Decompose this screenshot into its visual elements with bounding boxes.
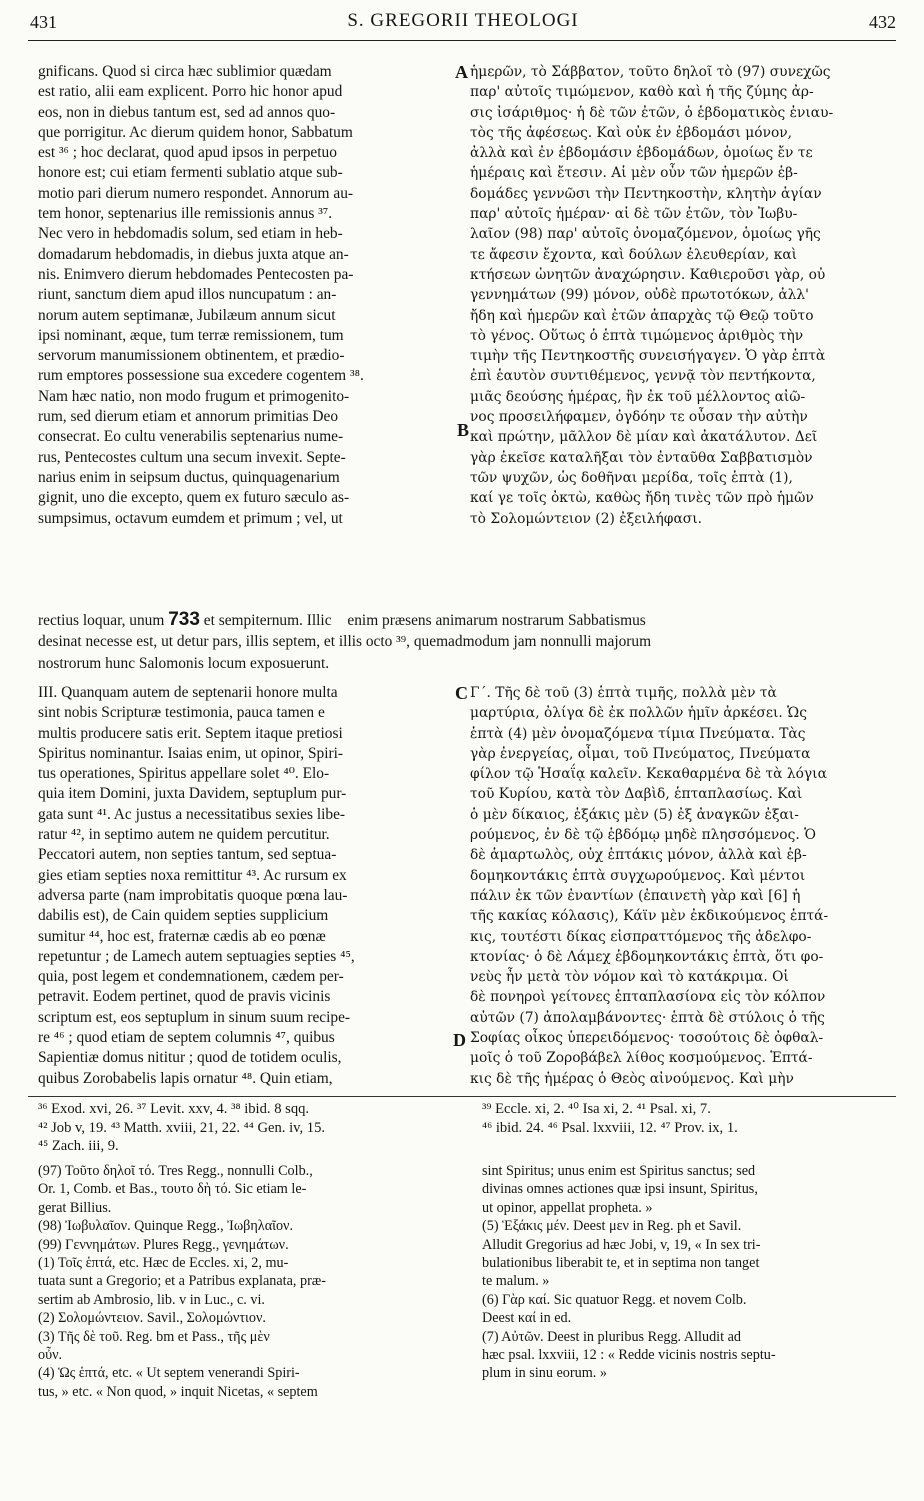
text-line: ut opinor, appellat propheta. » xyxy=(482,1199,653,1216)
text-line: ³⁶ Exod. xvi, 26. ³⁷ Levit. xxv, 4. ³⁸ ibid. 8 sqq. xyxy=(38,1101,310,1117)
latin-column-2 xyxy=(38,683,456,1089)
text-line: ἡμερῶν, τὸ Σάββατον, τοῦτο δηλοῖ τὸ (97) συνεχῶς xyxy=(470,64,831,80)
text-line: τιμὴν τῆς Πεντηκοστῆς συνεισήγαγεν. Ὁ γὰρ ἑπτὰ xyxy=(470,348,826,365)
text-line: divinas omnes actiones quæ ipsi insunt, Spiritus, xyxy=(482,1181,758,1198)
page-header xyxy=(30,4,896,40)
margin-letter-a: A xyxy=(455,62,468,82)
text-line: ἐπὶ ἑαυτὸν συντιθέμενος, γεννᾷ τὸν πεντήκοντα, xyxy=(470,368,816,385)
text-line: καί γε τοῖς ὀκτὼ, καθὼς ἤδη τινὲς τῶν πρὸ ἡμῶν xyxy=(470,490,814,507)
text-line: ρούμενος, ἐν δὲ τῷ ἑβδόμῳ μηδὲ πλησσόμενος. Ὁ xyxy=(470,827,816,844)
column-number: 733 xyxy=(168,610,200,630)
text-line: (3) Τῆς δὲ τοῦ. Reg. bm et Pass., τῆς μὲν xyxy=(38,1328,270,1345)
latin-line: et sempiternum. Illic xyxy=(203,612,332,629)
text-line: riunt, sanctum diem apud illos nuncupatum : an- xyxy=(38,286,337,304)
text-line: sint Spiritus; unus enim est Spiritus sanctus; sed xyxy=(482,1163,756,1179)
text-line: ἤδη καὶ ἡμερῶν καὶ ἐτῶν ἀπαρχὰς τῷ Θεῷ τοῦτο xyxy=(470,307,814,324)
text-line: ³⁹ Eccle. xi, 2. ⁴⁰ Isa xi, 2. ⁴¹ Psal. xi, 7. xyxy=(482,1101,711,1117)
text-line: (99) Γεννημάτων. Plures Regg., γενημάτων. xyxy=(38,1236,289,1253)
text-line: (5) Ἑξάκις μέν. Deest μεν in Reg. ph et Savil. xyxy=(482,1218,742,1235)
text-line: (4) Ὡς ἑπτά, etc. « Ut septem venerandi Spiri- xyxy=(38,1365,300,1382)
text-line: παρ' αὐτοῖς ἡμέραν· αἱ δὲ τῶν ἐτῶν, τὸν Ἰωβυ- xyxy=(470,206,798,223)
text-line: κις δὲ τῆς ἡμέρας ὁ Θεὸς αἰνούμενος. Καὶ μὴν xyxy=(470,1070,794,1087)
text-line: te malum. » xyxy=(482,1273,550,1290)
text-line: gignit, uno die excepto, quem ex futuro sæculo as- xyxy=(38,489,350,507)
text-line: τὸ γένος. Οὕτως ὁ ἑπτὰ τιμώμενος ἀριθμὸς τὴν xyxy=(470,327,804,344)
text-line: (6) Γὰρ καί. Sic quatuor Regg. et novem Colb. xyxy=(482,1291,747,1308)
margin-letter-d: D xyxy=(453,1030,466,1050)
text-line: ἀλλὰ καὶ ἐν ἑβδομάσιν ἑβδομάδων, ὁμοίως ἔν τε xyxy=(470,145,813,162)
text-line: αὐτῶν (7) ἀπολαμβάνοντες· ἑπτὰ δὲ στύλοις ὁ τῆς xyxy=(470,1009,825,1026)
text-line: ipsi nominant, æque, tum terræ remissionem, tum xyxy=(38,326,344,344)
full-width-line-1 xyxy=(38,610,904,630)
text-line: τὸς τῆς ἀφέσεως. Καὶ οὐκ ἐν ἑβδομάσι μόνον, xyxy=(470,124,793,141)
text-line: τῶν ψυχῶν, ὡς δοθῆναι μερίδα, τοῖς ἑπτὰ (1), xyxy=(470,469,793,486)
text-line: τὸ Σολομώντειον (2) ἐξειλήφασι. xyxy=(470,510,703,527)
text-line: scriptum est, eos septuplum in sinum suum recipe- xyxy=(38,1008,351,1026)
notes-right xyxy=(482,1162,902,1383)
text-line: νεὺς ἦν μετὰ τὸν νόμον καὶ τὸ κατάκριμα. Οἱ xyxy=(470,969,789,986)
text-line: τῆς κακίας κόλασις), Κάϊν μὲν ἐκδικούμενος ἑπτά- xyxy=(470,908,829,925)
text-line: est ³⁶ ; hoc declarat, quod apud ipsos in perpetuo xyxy=(38,144,337,162)
text-line: μαρτύρια, ὀλίγα δὲ ἐκ πολλῶν ἡμῖν ἀρκέσει. Ὡς xyxy=(470,705,807,722)
text-line: δομηκοντάκις ἑπτὰ συγχωρούμενος. Καὶ μέντοι xyxy=(470,867,806,884)
text-line: Nec vero in hebdomadis solum, sed etiam in heb- xyxy=(38,225,343,243)
text-line: motio pari dierum numero respondet. Annorum au- xyxy=(38,184,354,202)
text-line: est ratio, alii eam explicent. Porro hic honor apud xyxy=(38,83,343,101)
references-left xyxy=(38,1100,468,1156)
text-line: ὁ μὲν δίκαιος, ἑξάκις μὲν (5) ἐξ ἀναγκῶν ἐξαι- xyxy=(470,806,799,823)
text-line: narius enim in seipsum ductus, quinquagenarium xyxy=(38,468,340,486)
page-number-right: 432 xyxy=(869,12,896,32)
text-line: (7) Αὐτῶν. Deest in pluribus Regg. Alludit ad xyxy=(482,1328,742,1345)
full-width-line-3: nostrorum hunc Salomonis locum exposuerunt. xyxy=(38,655,330,672)
footnote-rule xyxy=(28,1096,896,1097)
text-line: ἡμέραις καὶ ἔτεσιν. Αἱ μὲν οὖν τῶν ἡμερῶν ἑβ- xyxy=(470,165,798,182)
text-line: (2) Σολομώντειον. Savil., Σολομώντιον. xyxy=(38,1310,266,1327)
margin-letter-c: C xyxy=(455,683,468,703)
text-line: eos, non in diebus tantum est, sed ad annos quo- xyxy=(38,103,336,121)
text-line: honore est; cui etiam fermenti sublatio atque sub- xyxy=(38,164,343,182)
text-line: Nam hæc natio, non modo frugum et primogenito- xyxy=(38,387,350,405)
text-line: III. Quanquam autem de septenarii honore multa xyxy=(38,684,338,701)
text-line: tem honor, septenarius ille remissionis annus ³⁷. xyxy=(38,205,333,223)
text-line: οὖν. xyxy=(38,1346,63,1363)
text-line: σις ἰσάριθμος· ἡ δὲ τῶν ἐτῶν, ὁ ἑβδοματικὸς ἐνιαυ- xyxy=(470,104,834,121)
text-line: (1) Τοῖς ἑπτά, etc. Hæc de Eccles. xi, 2, mu- xyxy=(38,1254,289,1271)
text-line: Alludit Gregorius ad hæc Jobi, v, 19, « In sex tri- xyxy=(482,1236,761,1253)
text-line: λαῖον (98) παρ' αὐτοῖς ὀνομαζόμενον, ὁμοίως γῆς xyxy=(470,226,821,243)
text-line: Spiritus nominantur. Isaias enim, ut opinor, Spiri- xyxy=(38,744,344,762)
text-line: nis. Enimvero dierum hebdomades Pentecosten pa- xyxy=(38,265,354,283)
text-line: μοῖς ὁ τοῦ Ζοροβάβελ λίθος κοσμούμενος. Ἑπτά- xyxy=(470,1050,813,1067)
text-line: sumpsimus, octavum eumdem et primum ; vel, ut xyxy=(38,509,343,527)
text-line: κτήσεων ὠνητῶν ἀναχώρησιν. Καθιεροῦσι γὰρ, οὐ xyxy=(470,266,826,283)
notes-left xyxy=(38,1162,468,1401)
text-line: ἑπτὰ (4) μὲν ὀνομαζόμενα τίμια Πνεύματα. Τὰς xyxy=(470,725,806,742)
text-line: ⁴⁵ Zach. iii, 9. xyxy=(38,1138,119,1155)
text-line: sint nobis Scripturæ testimonia, pauca tamen e xyxy=(38,704,325,722)
text-line: quibus Zorobabelis lapis ornatur ⁴⁸. Quin etiam, xyxy=(38,1069,333,1087)
text-line: γεννημάτων (99) μόνον, οὐδὲ πρωτοτόκων, ἀλλ' xyxy=(470,287,809,304)
text-line: rum emptores possessione sua excedere cogentem ³⁸. xyxy=(38,367,364,385)
margin-letter-b: B xyxy=(457,420,470,440)
text-line: παρ' αὐτοῖς τιμώμενον, καθὸ καὶ ἡ τῆς ζύμης ἀρ- xyxy=(470,84,814,101)
text-line: Deest καί in ed. xyxy=(482,1310,572,1327)
latin-column-1 xyxy=(38,62,456,529)
text-line: tus, » etc. « Non quod, » inquit Nicetas, « septem xyxy=(38,1383,318,1400)
greek-column-1 xyxy=(470,62,908,529)
text-line: Or. 1, Comb. et Bas., τουτο δὴ τό. Sic etiam le- xyxy=(38,1181,307,1198)
text-line: tus operationes, Spiritus appellare solet ⁴⁰. Elo- xyxy=(38,765,330,783)
text-line: multis producere satis erit. Septem itaque pretiosi xyxy=(38,724,343,742)
greek-column-2 xyxy=(470,683,908,1089)
text-line: Γ΄. Τῆς δὲ τοῦ (3) ἑπτὰ τιμῆς, πολλὰ μὲν τὰ xyxy=(470,685,777,701)
text-line: plum in sinu eorum. » xyxy=(482,1365,607,1382)
text-line: petravit. Eodem pertinet, quod de pravis vicinis xyxy=(38,988,331,1006)
text-line: ratur ⁴², in septimo autem ne quidem percutitur. xyxy=(38,826,330,844)
text-line: consecrat. Eo cultu venerabilis septenarius nume- xyxy=(38,428,344,446)
text-line: τε ἄφεσιν ἔχοντα, καὶ δούλων ἐλευθερίαν, καὶ xyxy=(470,246,798,263)
text-line: νος προσειλήφαμεν, ὀγδόην τε οὖσαν τὴν αὐτὴν xyxy=(470,409,808,426)
header-rule xyxy=(28,40,896,41)
running-title: S. GREGORII THEOLOGI xyxy=(347,10,579,31)
text-line: gies etiam septies noxa remittitur ⁴³. Ac rursum ex xyxy=(38,866,347,884)
text-line: κις, τουτέστι δίκας εἰσπραττόμενος τῆς ἀδελφο- xyxy=(470,928,812,945)
text-line: gnificans. Quod si circa hæc sublimior quædam xyxy=(38,63,332,80)
text-line: tuata sunt a Gregorio; et a Patribus explanata, præ- xyxy=(38,1273,326,1290)
text-line: re ⁴⁶ ; quod etiam de septem columnis ⁴⁷, quibus xyxy=(38,1029,335,1047)
text-line: domadarum hebdomadis, in diebus juxta atque an- xyxy=(38,245,349,263)
text-line: gerat Billius. xyxy=(38,1199,112,1216)
text-line: τοῦ Κυρίου, κατὰ τὸν Δαβὶδ, ἑπταπλασίως. Καὶ xyxy=(470,786,803,803)
text-line: sertim ab Ambrosio, lib. v in Luc., c. vi. xyxy=(38,1291,265,1308)
latin-line: enim præsens animarum nostrarum Sabbatismus xyxy=(347,612,646,629)
text-line: dabilis est), de Cain quidem septies supplicium xyxy=(38,907,329,925)
text-line: Peccatori autem, non septies tantum, sed septua- xyxy=(38,846,337,864)
text-line: rus, Pentecostes cultum una secum invexit. Septe- xyxy=(38,448,346,466)
text-line: μιᾶς δεούσης ἡμέρας, ἣν ἐκ τοῦ μέλλοντος αἰῶ- xyxy=(470,388,806,405)
text-line: καὶ πρώτην, μᾶλλον δὲ μίαν καὶ ἀκατάλυτον. Δεῖ xyxy=(470,429,818,446)
text-line: quia item Domini, juxta Davidem, septuplum pur- xyxy=(38,785,347,803)
text-line: γὰρ ἐνεργείας, οἶμαι, τοῦ Πνεύματος, Πνεύματα xyxy=(470,745,811,762)
text-line: que porrigitur. Ac dierum quidem honor, Sabbatum xyxy=(38,123,353,141)
text-line: φίλον τῷ Ἡσαΐᾳ καλεῖν. Κεκαθαρμένα δὲ τὰ λόγια xyxy=(470,766,827,783)
text-line: ⁴² Job v, 19. ⁴³ Matth. xviii, 21, 22. ⁴⁴ Gen. iv, 15. xyxy=(38,1119,326,1136)
text-line: adversa parte (nam improbitatis quoque pœna lau- xyxy=(38,886,348,904)
text-line: hæc psal. lxxviii, 12 : « Redde vicinis nostris septu- xyxy=(482,1346,776,1363)
text-line: δὲ πονηροὶ γείτονες ἑπταπλασίονα εἰς τὸν κόλπον xyxy=(470,989,826,1006)
text-line: servorum manumissionem obtinentem, et prædio- xyxy=(38,347,345,365)
text-line: repetuntur ; de Lamech autem septuagies septies ⁴⁵, xyxy=(38,947,355,965)
text-line: rum, sed dierum etiam et annorum primitias Deo xyxy=(38,408,339,426)
text-line: δομάδες γεννῶσι τὴν Πεντηκοστὴν, κλητὴν ἁγίαν xyxy=(470,185,822,202)
text-line: Σοφίας οἶκος ὑπερειδόμενος· τοσούτοις δὲ ὀφθαλ- xyxy=(470,1030,824,1047)
latin-line: rectius loquar, unum xyxy=(38,612,165,629)
page-number-left: 431 xyxy=(30,12,57,32)
text-line: gata sunt ⁴¹. Ac justus a necessitatibus sexies libe- xyxy=(38,805,346,823)
text-line: ⁴⁶ ibid. 24. ⁴⁶ Psal. lxxviii, 12. ⁴⁷ Prov. ix, 1. xyxy=(482,1119,738,1136)
text-line: πάλιν ἐκ τῶν ἐναντίων (ἐπαινετὴ γὰρ καὶ [6] ἡ xyxy=(470,887,801,904)
text-line: sumitur ⁴⁴, hoc est, fraternæ cædis ab eo pœnæ xyxy=(38,927,326,945)
text-line: Sapientiæ domus nititur ; quod de totidem oculis, xyxy=(38,1049,342,1067)
text-line: γὰρ ἐκεῖσε καταλῆξαι τὸν ἐνταῦθα Σαββατισμὸν xyxy=(470,449,813,466)
text-line: δὲ ἁμαρτωλὸς, οὐχ ἑπτάκις μόνον, ἀλλὰ καὶ ἑβ- xyxy=(470,847,807,864)
full-width-line-2: desinat necesse est, ut detur pars, illis septem, et illis octo ³⁹, quemadmodum jam nonnulli majorum xyxy=(38,633,652,650)
text-line: bulationibus liberabit te, et in septima non tanget xyxy=(482,1254,760,1271)
text-line: (97) Τοῦτο δηλοῖ τό. Tres Regg., nonnulli Colb., xyxy=(38,1163,313,1179)
text-line: (98) Ἰωβυλαῖον. Quinque Regg., Ἰωβηλαῖον. xyxy=(38,1218,293,1235)
text-line: norum autem septimanæ, Jubilæum annum sicut xyxy=(38,306,336,324)
text-line: κτονίας· ὁ δὲ Λάμεχ ἑβδομηκοντάκις ἑπτὰ, ὅτι φο- xyxy=(470,948,824,965)
text-line: quia, post legem et condemnationem, cædem per- xyxy=(38,968,344,986)
references-right xyxy=(482,1100,902,1137)
